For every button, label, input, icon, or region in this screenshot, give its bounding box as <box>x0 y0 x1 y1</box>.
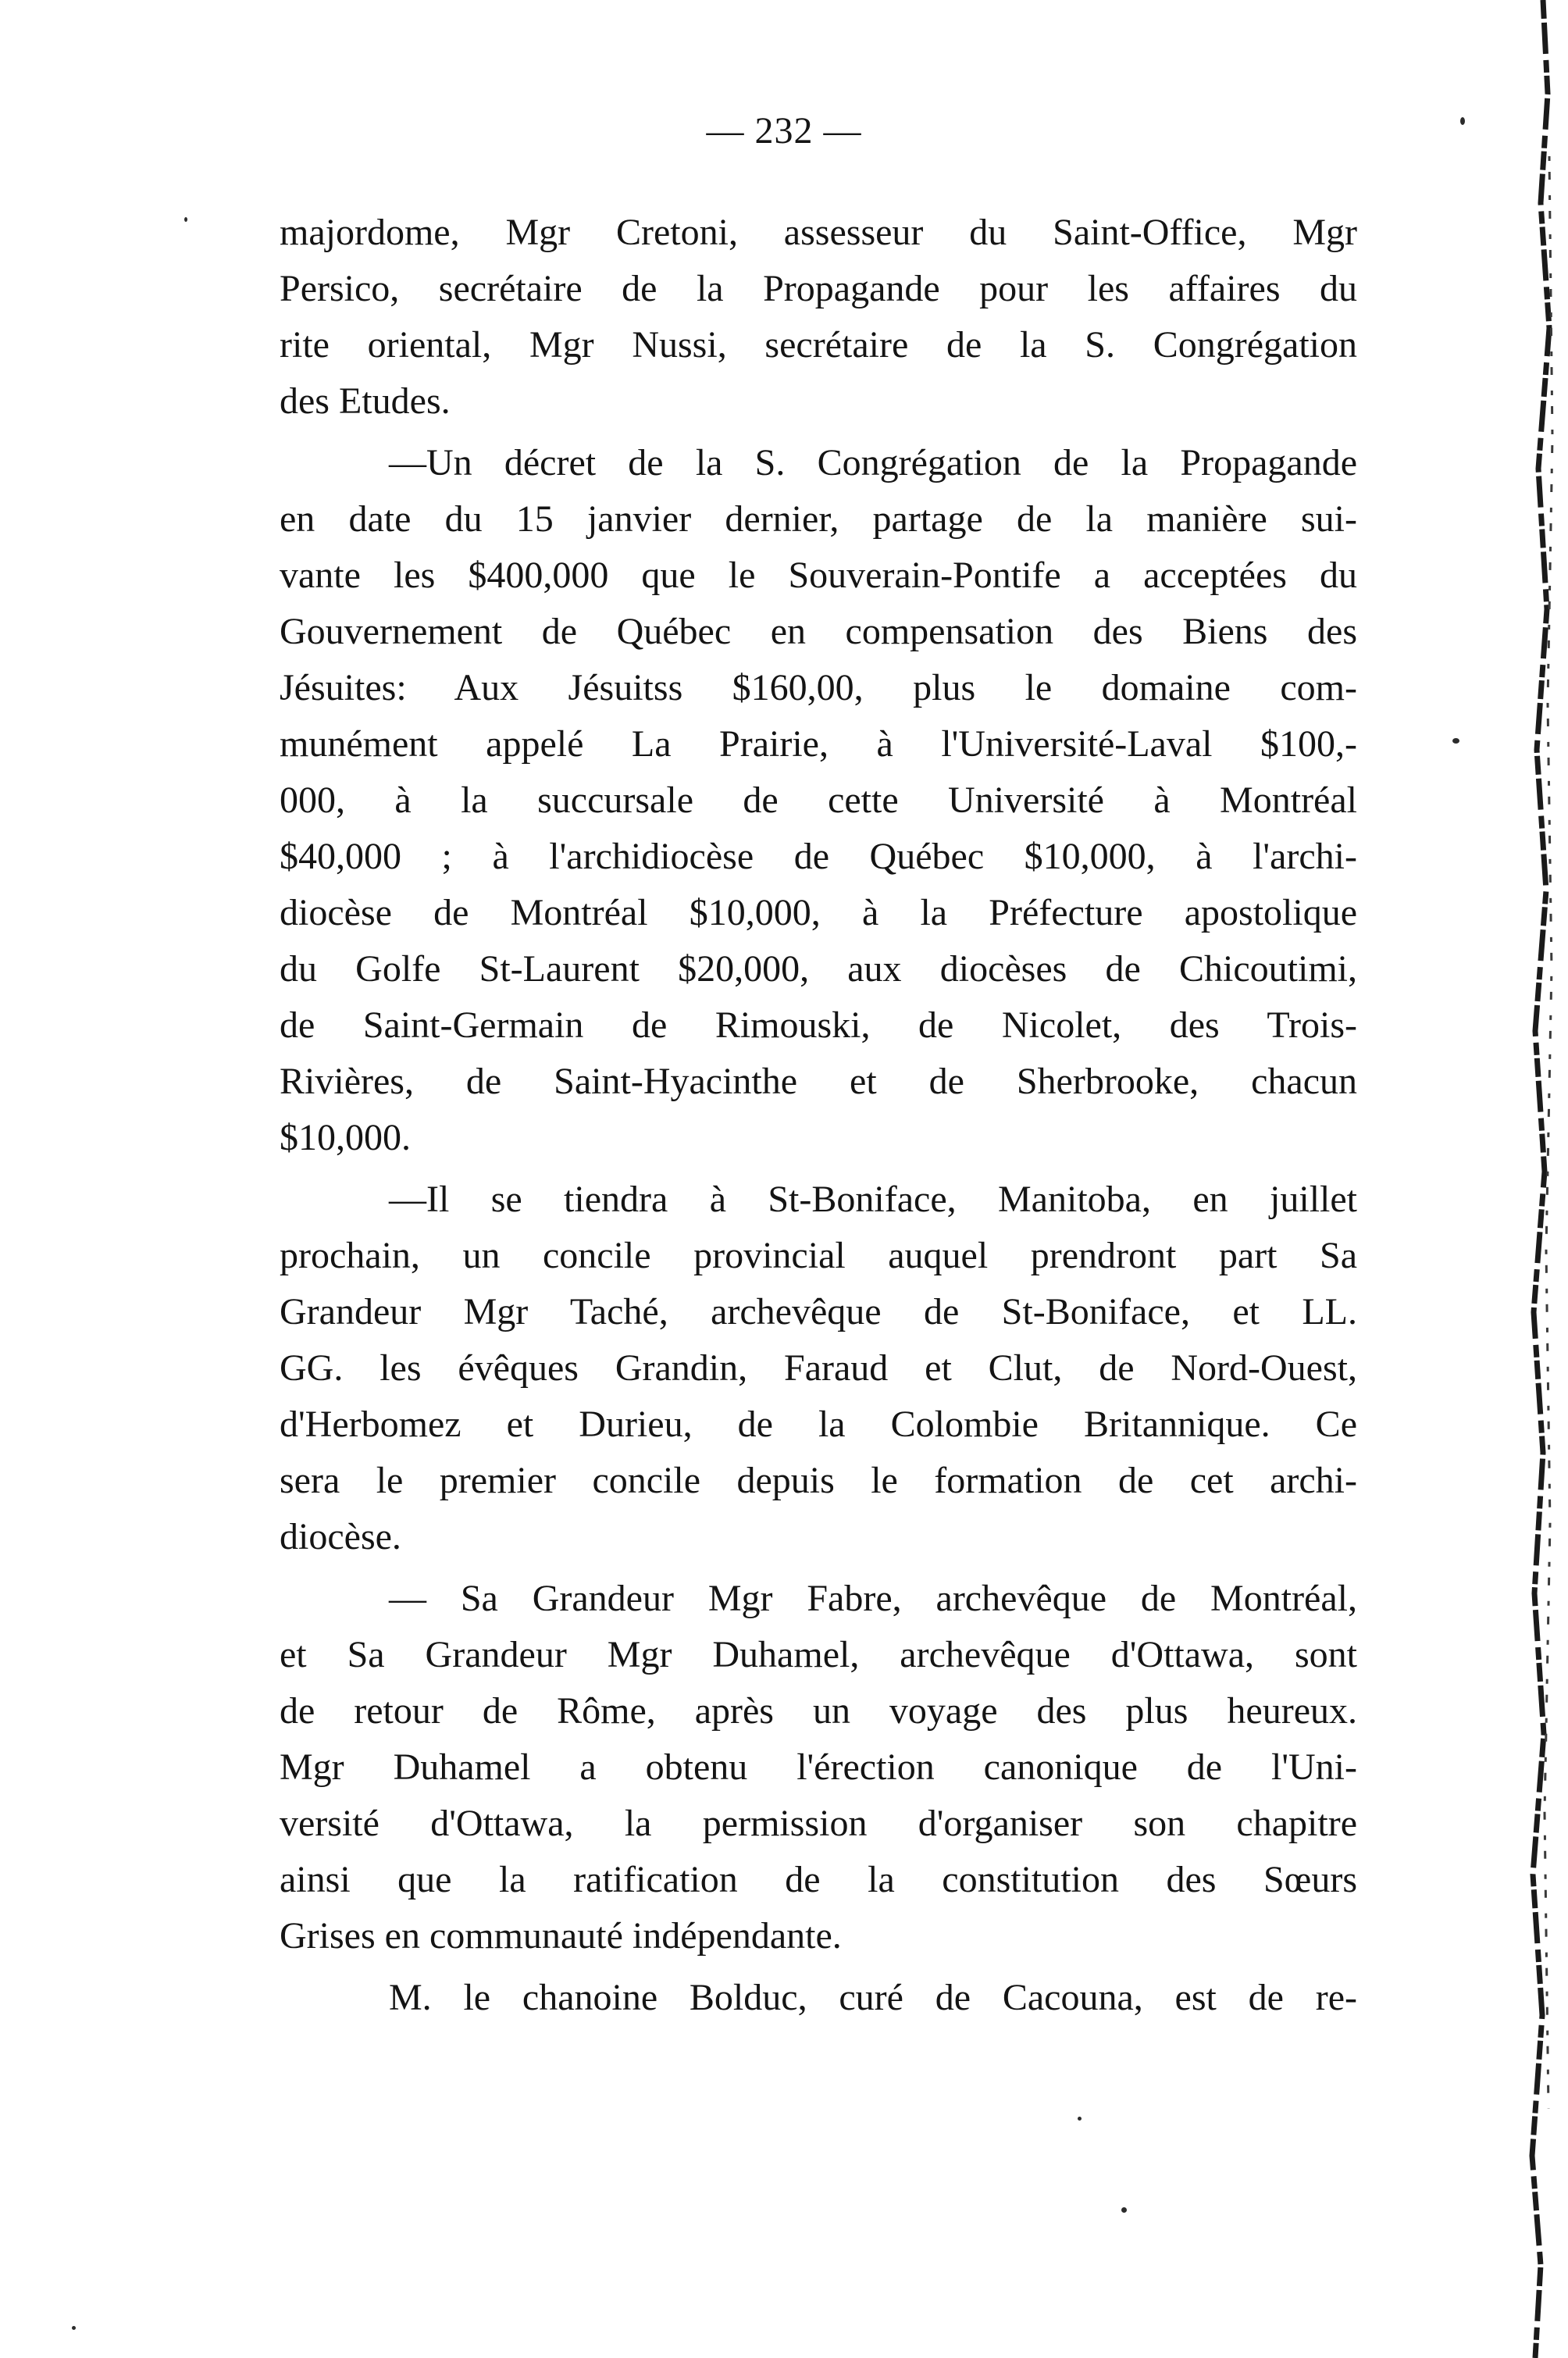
text-line: de Saint-Germain de Rimouski, de Nicolet, des Trois- <box>280 1004 1357 1046</box>
text-line: $10,000. <box>280 1117 411 1158</box>
text-line: Grises en communauté indépendante. <box>280 1915 842 1957</box>
text-line: Rivières, de Saint-Hyacinthe et de Sherbrooke, chacun <box>280 1061 1357 1102</box>
scan-speck <box>184 217 187 222</box>
text-line: d'Herbomez et Durieu, de la Colombie Britannique. Ce <box>280 1404 1357 1445</box>
scan-speck <box>72 2326 76 2330</box>
text-line: —Un décret de la S. Congrégation de la Propagande <box>389 442 1357 483</box>
text-line: des Etudes. <box>280 380 451 422</box>
text-line: $40,000 ; à l'archidiocèse de Québec $10,000, à l'archi- <box>280 836 1357 877</box>
text-line: du Golfe St-Laurent $20,000, aux diocèses de Chicoutimi, <box>280 948 1357 990</box>
text-line: 000, à la succursale de cette Université à Montréal <box>280 779 1357 821</box>
binding-edge-shadow <box>1498 0 1568 2358</box>
text-line: Persico, secrétaire de la Propagande pour les affaires du <box>280 268 1357 309</box>
text-line: munément appelé La Prairie, à l'Université-Laval $100,- <box>280 723 1357 765</box>
text-line: prochain, un concile provincial auquel prendront part Sa <box>280 1235 1357 1276</box>
text-line: Gouvernement de Québec en compensation des Biens des <box>280 611 1357 652</box>
text-line: ainsi que la ratification de la constitution des Sœurs <box>280 1859 1357 1900</box>
text-line: diocèse de Montréal $10,000, à la Préfecture apostolique <box>280 892 1357 933</box>
text-line: vante les $400,000 que le Souverain-Pontife a acceptées du <box>280 555 1357 596</box>
text-line: majordome, Mgr Cretoni, assesseur du Saint-Office, Mgr <box>280 212 1357 253</box>
scan-speck <box>1452 738 1459 744</box>
text-line: rite oriental, Mgr Nussi, secrétaire de la S. Congrégation <box>280 324 1357 366</box>
text-line: sera le premier concile depuis le formation de cet archi- <box>280 1460 1357 1501</box>
scan-speck <box>1460 117 1465 125</box>
text-line: —Il se tiendra à St-Boniface, Manitoba, en juillet <box>389 1179 1357 1220</box>
scan-speck <box>1121 2207 1127 2213</box>
text-line: de retour de Rôme, après un voyage des plus heureux. <box>280 1690 1357 1732</box>
text-line: et Sa Grandeur Mgr Duhamel, archevêque d'Ottawa, sont <box>280 1634 1357 1675</box>
text-line: — Sa Grandeur Mgr Fabre, archevêque de Montréal, <box>389 1578 1357 1619</box>
text-line: GG. les évêques Grandin, Faraud et Clut, de Nord-Ouest, <box>280 1347 1357 1389</box>
page-number: — 232 — <box>706 110 862 152</box>
text-line: Grandeur Mgr Taché, archevêque de St-Boniface, et LL. <box>280 1291 1357 1332</box>
text-line: en date du 15 janvier dernier, partage de la manière sui- <box>280 498 1357 540</box>
text-line: M. le chanoine Bolduc, curé de Cacouna, est de re- <box>389 1977 1357 2018</box>
text-line: diocèse. <box>280 1516 401 1557</box>
text-line: Jésuites: Aux Jésuitss $160,00, plus le domaine com- <box>280 667 1357 708</box>
text-line: versité d'Ottawa, la permission d'organiser son chapitre <box>280 1803 1357 1844</box>
text-line: Mgr Duhamel a obtenu l'érection canonique de l'Uni- <box>280 1746 1357 1788</box>
scan-speck <box>1078 2117 1082 2121</box>
